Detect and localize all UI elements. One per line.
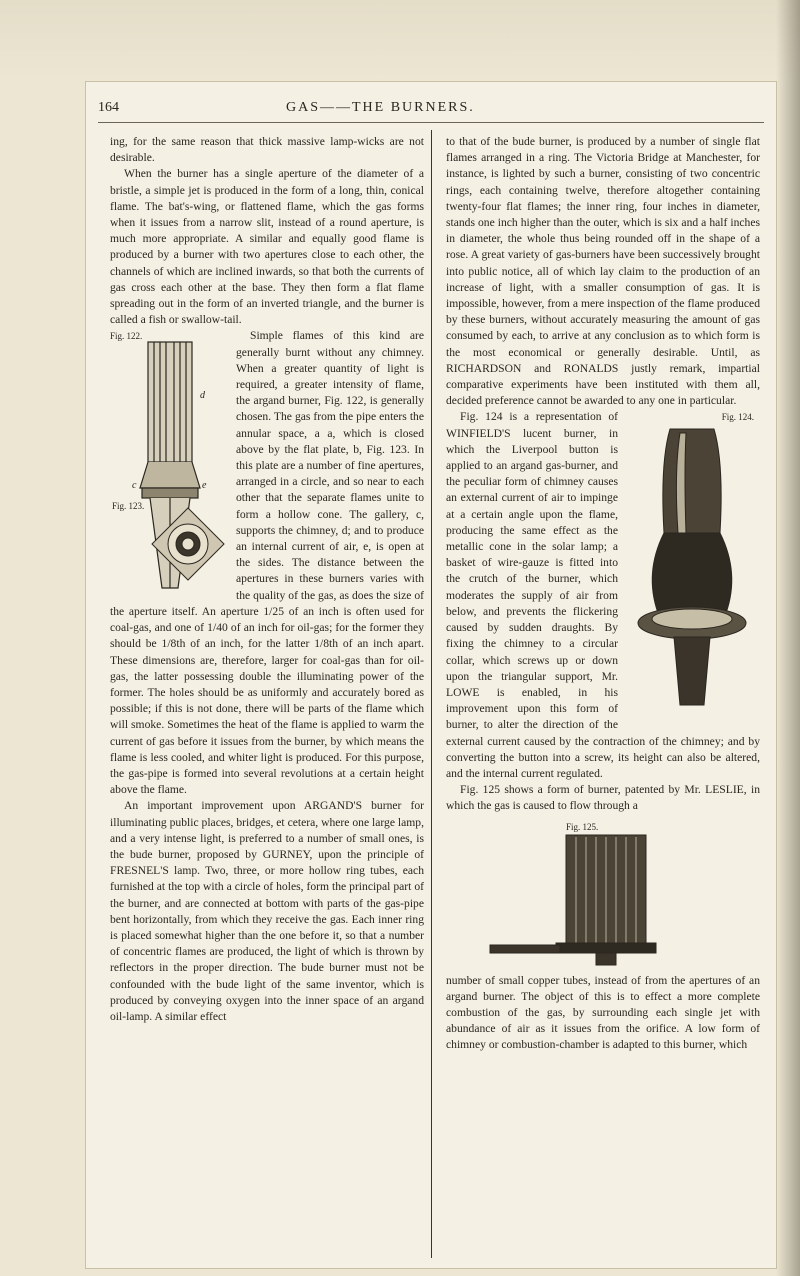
lucent-burner-illustration <box>624 423 760 723</box>
figure-125 <box>446 819 760 967</box>
label-d: d <box>200 390 205 402</box>
leslie-burner-illustration <box>446 831 760 967</box>
running-title: GAS——THE BURNERS. <box>286 100 475 115</box>
paragraph: to that of the bude burner, is produced by a number of single flat flames arranged in a ring. The Victoria Bridge at Manchester, for instance, is lighted by such a burner, consisting of two concentric rings, each containing twelve, therefore altogether containing twenty-four flat flames; the inner ring, four inches in diameter, stands one inch higher than the outer, which is six and a half inches in diameter, the whole thus being rounded off in the shape of a rose. A great variety of gas-burners have been successively brought into public notice, all of which lay claim to the production of an increase of light, with a smaller consumption of gas. It is impossible, however, from a mere inspection of the flame produced by these burners, without accurately measuring the amount of gas consumed by each, to arrive at any conclusion as to which form is the most economical or generally desirable. Until, as RICHARDSON and RONALDS justly remark, impartial comparative experiments have been instituted with them all, decided preference cannot be awarded to any one in particular. <box>446 135 760 408</box>
paragraph: ing, for the same reason that thick massive lamp-wicks are not desirable. <box>110 135 424 165</box>
header-rule <box>98 122 764 123</box>
book-page <box>86 82 776 1268</box>
fig-125-caption: Fig. 125. <box>566 821 599 832</box>
figure-124 <box>624 409 760 727</box>
column-divider <box>431 130 432 1258</box>
figure-122-123 <box>110 328 230 598</box>
paragraph: When the burner has a single aperture of the diameter of a bristle, a simple jet is produced in the form of a long, thin, conical flame. The bat's-wing, or flattened flame, which the gas forms when it issues from a narrow slit, instead of a round aperture, is much more appropriate. A similar and equally good flame is produced by a burner with two apertures close to each other, the channels of which are inclined inwards, so that both the currents of gas cross each other at the base. They then form a flat flame spreading out in the form of an inverted triangle, and the burner is called a fish or swallow-tail. <box>110 167 424 327</box>
left-column <box>110 134 424 1025</box>
paragraph: An important improvement upon ARGAND'S burner for illuminating public places, bridges, et cetera, where one large lamp, and a very intense light, is preferred to a number of small ones, is the bude burner, proposed by GURNEY, upon the principle of FRESNEL'S lamp. Two, three, or more hollow ring tubes, each furnished at the top with a circle of holes, form the principal part of the burner, and are connected at bottom with parts of the gas-pipe bent horizontally, from which they receive the gas. Each inner ring is placed somewhat higher than the one before it, so that a number of concentric flames are produced, the light of which is thrown by reflectors in the proper direction. The bude burner must not be confounded with the bude light of the same inventor, which is produced by conveying oxygen into the inner space of an argand oil-lamp. A similar effect <box>110 799 424 1023</box>
paragraph: Fig. 125 shows a form of burner, patented by Mr. LESLIE, in which the gas is caused to flow through a <box>446 783 760 813</box>
page-number: 164 <box>98 100 119 115</box>
paragraph: Fig. 124 is a representation of WINFIELD'S lucent burner, in which the Liverpool button is applied to an argand gas-burner, and the peculiar form of chimney causes an external current of air to impinge at a certain angle upon the flame, producing the same effect as the metallic cone in the solar lamp; a basket of wire-gauze is fitted into the crutch of the burner, which moderates the supply of air from below, and prevents the flickering caused by sudden draughts. By fixing the chimney to a circular collar, which screws up or down upon the triangular support, Mr. LOWE is enabled, in his improvement upon this form of burner, to alter the direction of the external current caused by the contraction of the chimney; and by converting the button into a screw, its height can also be altered, and the internal current regulated. <box>446 410 760 780</box>
paragraph: number of small copper tubes, instead of from the apertures of an argand burner. The object of this is to effect a more complete combustion of the gas, by surrounding each single jet with abundance of air as it issues from the orifice. A low form of chimney or combustion-chamber is adapted to this burner, which <box>446 973 760 1052</box>
fig-124-caption: Fig. 124. <box>721 412 754 423</box>
burner-plate-illustration <box>148 504 228 584</box>
scan-edge-shadow <box>776 0 800 1276</box>
label-c: c <box>132 480 137 492</box>
scan-background <box>0 0 800 80</box>
right-column <box>446 134 760 1054</box>
fig-122-caption: Fig. 122. <box>110 331 143 342</box>
fig-123-caption: Fig. 123. <box>112 501 145 512</box>
label-e: e <box>202 480 207 492</box>
paragraph: Simple flames of this kind are generally burnt without any chimney. When a greater quantity of light is required, a greater intensity of flame, the argand burner, Fig. 122, is generally chosen. The gas from the pipe enters the annular space, a a, which is closed above by the flat plate, b, Fig. 123. In this plate are a number of fine apertures, arranged in a circle, and so near to each other that the separate flames unite to form a hollow cone. The gallery, c, supports the chimney, d; and to produce an internal current of air, e, is open at the sides. The distance between the apertures in these burners varies with the quality of the gas, as does the size of the aperture itself. An aperture 1/25 of an inch is often used for coal-gas, and one of 1/40 of an inch for oil-gas; for the former they should be 1/8th of an inch, for the latter 1/8th of an inch apart. These dimensions are, therefore, larger for coal-gas than for oil-gas, the latter possessing double the illuminating power of the former. The holes should be as uniformly and accurately bored as possible; if this is not done, there will be parts of the flame which will smoke. Sometimes the heat of the flame is applied to warm the current of gas before it issues from the burner, by which means the flame is less cooled, and whiter light is produced. For this purpose, the gas-pipe is formed into several revolutions at a certain height above the flame. <box>110 329 424 797</box>
